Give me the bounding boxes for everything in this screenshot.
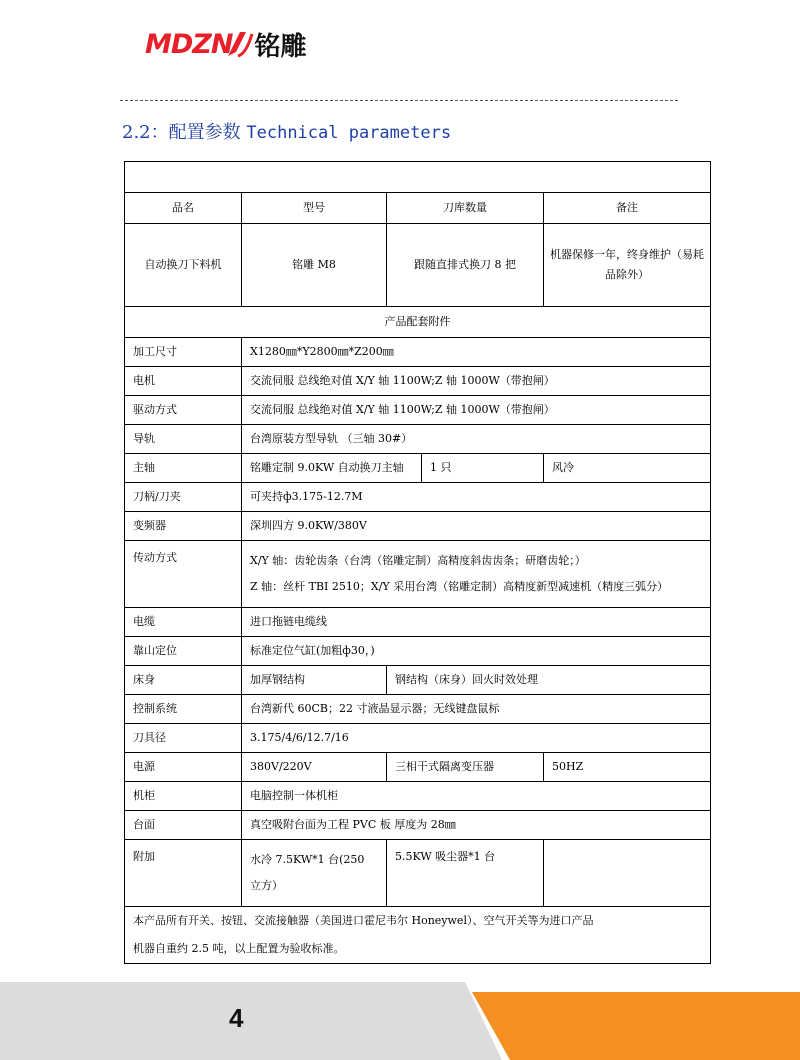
footer-band <box>0 982 800 1060</box>
row-label: 主轴 <box>125 454 242 483</box>
transmission-value <box>242 541 711 608</box>
table-row <box>125 338 711 367</box>
row-value: 加厚钢结构 <box>242 666 387 695</box>
header-cell: 备注 <box>544 193 711 224</box>
header-cell: 品名 <box>125 193 242 224</box>
row-value: 进口拖链电缆线 <box>242 608 711 637</box>
spindle-split-cell <box>242 454 544 483</box>
section-title <box>122 118 451 144</box>
row-label: 床身 <box>125 666 242 695</box>
table-row <box>125 162 711 193</box>
product-remark: 机器保修一年，终身维护（易耗品除外） <box>544 224 711 307</box>
row-label: 电源 <box>125 753 242 782</box>
power-freq: 50HZ <box>544 753 711 782</box>
row-label: 刀具径 <box>125 724 242 753</box>
row-label: 机柜 <box>125 782 242 811</box>
section-title-en: Technical parameters <box>246 123 452 143</box>
table-row <box>125 224 711 307</box>
table-row <box>125 454 711 483</box>
header-cell: 刀库数量 <box>387 193 544 224</box>
row-label: 驱动方式 <box>125 396 242 425</box>
header-divider <box>120 100 678 101</box>
table-row <box>125 483 711 512</box>
table-row <box>125 695 711 724</box>
note-1: 本产品所有开关、按钮、交流接触器（美国进口霍尼韦尔 Honeywel）、空气开关等为进口产品 <box>125 907 711 936</box>
row-value: 台湾新代 60CB；22 寸液晶显示器；无线键盘鼠标 <box>242 695 711 724</box>
row-value: 电脑控制一体机柜 <box>242 782 711 811</box>
table-row <box>125 608 711 637</box>
row-label: 电缆 <box>125 608 242 637</box>
table-row <box>125 753 711 782</box>
table-row <box>125 935 711 964</box>
row-label: 导轨 <box>125 425 242 454</box>
row-label: 电机 <box>125 367 242 396</box>
section-title-cn: 配置参数 <box>168 122 241 143</box>
row-label: 靠山定位 <box>125 637 242 666</box>
section-number: 2.2： <box>122 122 169 143</box>
table-row <box>125 367 711 396</box>
table-row <box>125 541 711 608</box>
row-label: 台面 <box>125 811 242 840</box>
extra-value-2: 5.5KW 吸尘器*1 台 <box>387 840 544 907</box>
row-value: 台湾原装方型导轨 （三轴 30#） <box>242 425 711 454</box>
row-label: 加工尺寸 <box>125 338 242 367</box>
row-value: X1280㎜*Y2800㎜*Z200㎜ <box>242 338 711 367</box>
spec-table <box>124 161 711 964</box>
logo-swoosh-icon <box>226 26 254 62</box>
table-row <box>125 907 711 936</box>
page-number: 4 <box>229 1003 244 1033</box>
empty-cell <box>544 840 711 907</box>
spindle-cooling: 风冷 <box>544 454 711 483</box>
accessories-title: 产品配套附件 <box>125 307 711 338</box>
product-model: 铭雕 M8 <box>242 224 387 307</box>
row-label: 控制系统 <box>125 695 242 724</box>
row-value: 可夹持ф3.175-12.7M <box>242 483 711 512</box>
table-row <box>125 512 711 541</box>
spindle-qty: 1 只 <box>430 461 452 474</box>
table-row <box>125 840 711 907</box>
table-row <box>125 782 711 811</box>
transmission-line-1: X/Y 轴：齿轮齿条（台湾（铭雕定制）高精度斜齿齿条；研磨齿轮；） <box>250 554 586 567</box>
row-value: 真空吸附台面为工程 PVC 板 厚度为 28㎜ <box>242 811 711 840</box>
row-value: 380V/220V <box>242 753 387 782</box>
empty-header-cell <box>125 162 711 193</box>
row-value: 交流伺服 总线绝对值 X/Y 轴 1100W;Z 轴 1000W（带抱闸） <box>242 367 711 396</box>
logo-text-latin: MDZN <box>145 28 233 60</box>
row-label: 变频器 <box>125 512 242 541</box>
transmission-line-2: Z 轴：丝杆 TBI 2510；X/Y 采用台湾（铭雕定制）高精度新型减速机（精度三弧分） <box>250 580 669 593</box>
table-header-row <box>125 193 711 224</box>
row-value: 深圳四方 9.0KW/380V <box>242 512 711 541</box>
row-label: 附加 <box>125 840 242 907</box>
note-2: 机器自重约 2.5 吨，以上配置为验收标准。 <box>125 935 711 964</box>
header-cell: 型号 <box>242 193 387 224</box>
table-row <box>125 396 711 425</box>
product-tool-magazine: 跟随直排式换刀 8 把 <box>387 224 544 307</box>
product-name: 自动换刀下料机 <box>125 224 242 307</box>
row-label: 传动方式 <box>125 541 242 608</box>
row-value: 标准定位气缸(加粗ф30，) <box>242 637 711 666</box>
row-value: 3.175/4/6/12.7/16 <box>242 724 711 753</box>
bed-treatment: 钢结构（床身）回火时效处理 <box>387 666 711 695</box>
brand-logo <box>145 24 306 64</box>
row-value: 交流伺服 总线绝对值 X/Y 轴 1100W;Z 轴 1000W（带抱闸） <box>242 396 711 425</box>
logo-text-cjk: 铭雕 <box>254 31 307 62</box>
row-label: 刀柄/刀夹 <box>125 483 242 512</box>
table-row <box>125 724 711 753</box>
row-value: 水冷 7.5KW*1 台(250 立方） <box>242 840 387 907</box>
table-row <box>125 811 711 840</box>
row-value: 铭雕定制 9.0KW 自动换刀主轴 <box>242 454 422 482</box>
table-row <box>125 666 711 695</box>
power-transformer: 三相干式隔离变压器 <box>387 753 544 782</box>
table-row <box>125 425 711 454</box>
table-row <box>125 637 711 666</box>
table-row <box>125 307 711 338</box>
